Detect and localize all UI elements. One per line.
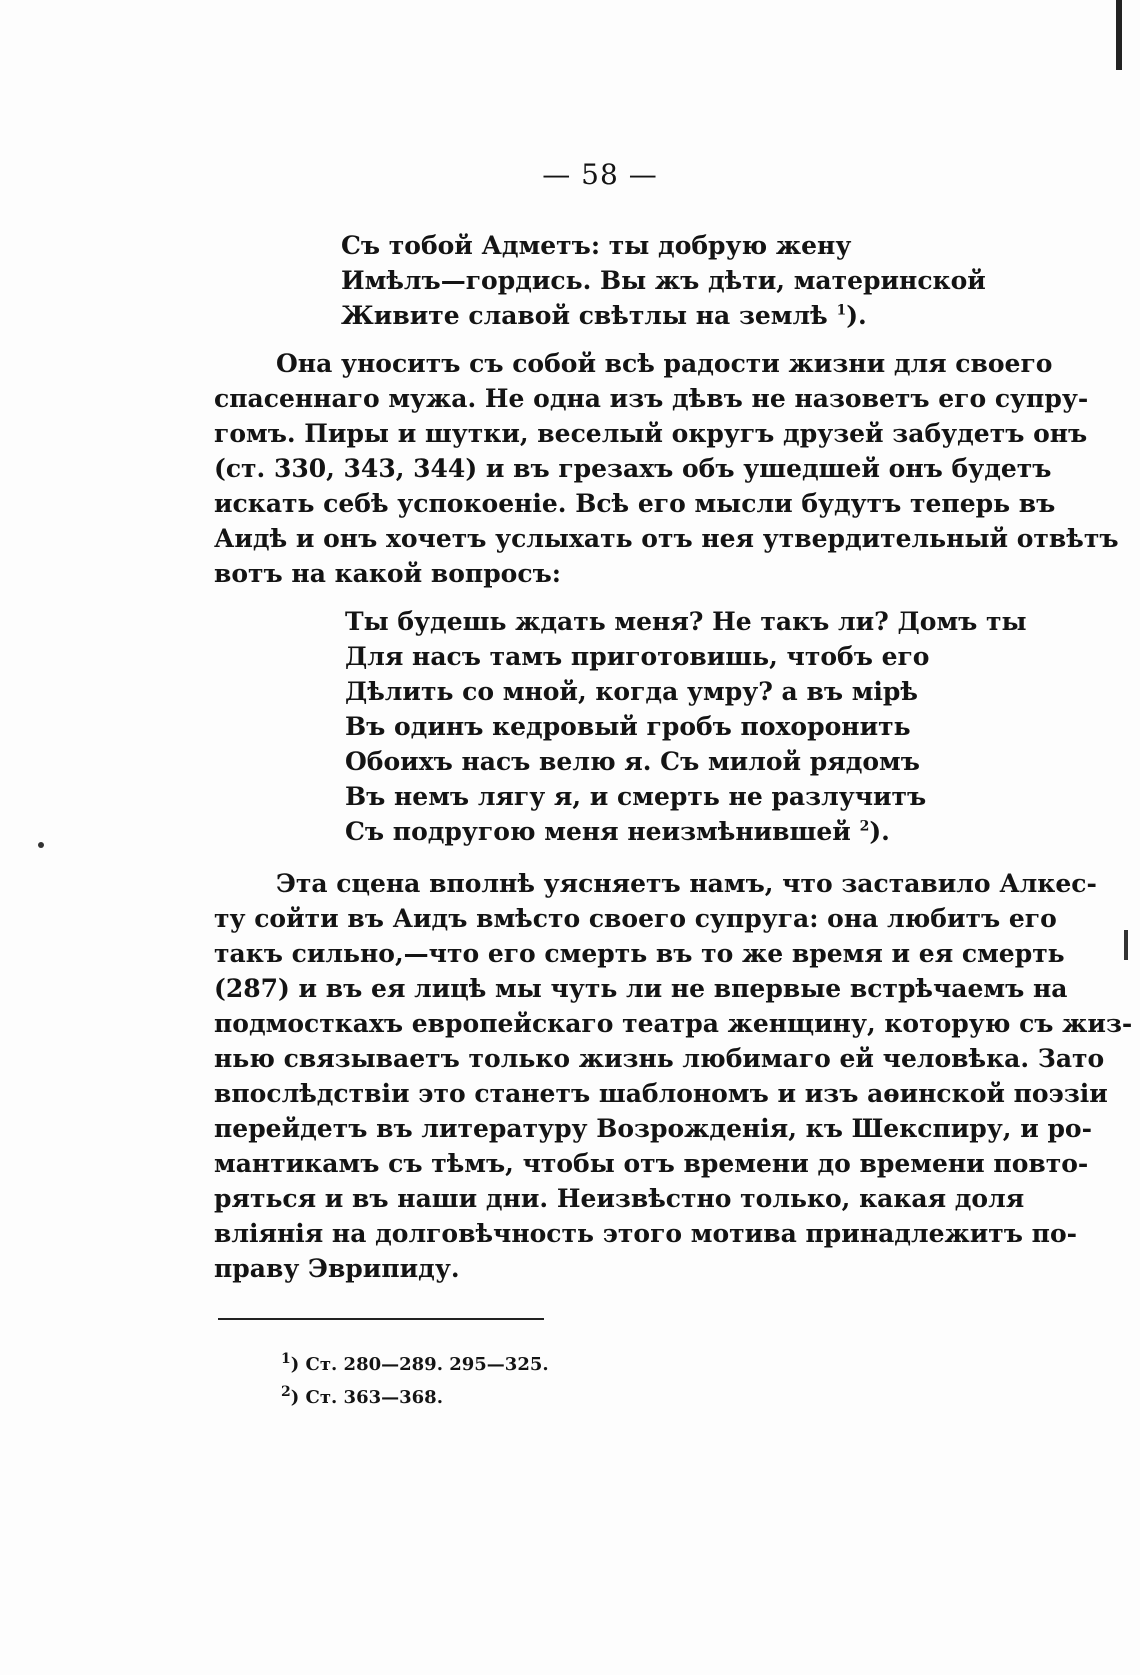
verse-line: Имѣлъ—гордись. Вы жъ дѣти, материнской [341,266,986,295]
footnote-text: ) Ст. 363—368. [290,1387,443,1408]
footnote-2 [281,1381,549,1414]
verse-quote-1 [341,228,986,333]
paragraph-line: Она уноситъ съ собой всѣ радости жизни для своего [276,349,1053,378]
verse-line [341,298,986,333]
paragraph-line: (287) и въ ея лицѣ мы чуть ли не впервые встрѣчаемъ на [214,974,1068,1003]
paragraph-line: гомъ. Пиры и шутки, веселый округъ друзей забудетъ онъ [214,419,1088,448]
verse-close: ). [869,817,890,846]
footnote-1 [281,1348,549,1381]
verse-line: Въ немъ лягу я, и смерть не разлучитъ [345,782,927,811]
verse-line: Въ одинъ кедровый гробъ похоронить [345,712,911,741]
verse-line: Ты будешь ждать меня? Не такъ ли? Домъ ты [345,607,1027,636]
footnote-ref-2: 2 [859,818,870,835]
paragraph-line: подмосткахъ европейскаго театра женщину, которую съ жиз- [214,1009,1133,1038]
verse-line: Обоихъ насъ велю я. Съ милой рядомъ [345,747,920,776]
footnote-divider [218,1318,544,1320]
scan-edge-mark [1116,0,1122,70]
paragraph-line: вотъ на какой вопросъ: [214,559,561,588]
paragraph-line: (ст. 330, 343, 344) и въ грезахъ объ ушедшей онъ будетъ [214,454,1052,483]
paragraph-line: впослѣдствіи это станетъ шаблономъ и изъ аѳинской поэзіи [214,1079,1108,1108]
paragraph-2 [214,866,1133,1286]
footnote-mark: 1 [281,1351,291,1367]
verse-quote-2 [345,604,1027,849]
paragraph-line: такъ сильно,—что его смерть въ то же время и ея смерть [214,939,1065,968]
paragraph-line: вліянія на долговѣчность этого мотива принадлежитъ по- [214,1219,1078,1248]
paragraph-1 [214,346,1119,591]
paragraph-line: перейдетъ въ литературу Возрожденія, къ Шекспиру, и ро- [214,1114,1092,1143]
footnote-mark: 2 [281,1384,291,1400]
paragraph-line: нью связываетъ только жизнь любимаго ей человѣка. Зато [214,1044,1105,1073]
page-number: — 58 — [542,158,658,191]
footnotes [281,1348,549,1414]
paragraph-line: искать себѣ успокоеніе. Всѣ его мысли будутъ теперь въ [214,489,1056,518]
verse-line: Для насъ тамъ приготовишь, чтобъ его [345,642,930,671]
scan-edge-mark [1124,930,1128,960]
verse-line-text: Съ подругою меня неизмѣнившей [345,817,851,846]
paragraph-line: ряться и въ наши дни. Неизвѣстно только, какая доля [214,1184,1025,1213]
paragraph-line: Эта сцена вполнѣ уясняетъ намъ, что заставило Алкес- [276,869,1097,898]
verse-line: Съ тобой Адметъ: ты добрую жену [341,231,852,260]
paragraph-line: ту сойти въ Аидъ вмѣсто своего супруга: она любитъ его [214,904,1057,933]
verse-line-text: Живите славой свѣтлы на землѣ [341,301,828,330]
paragraph-line: мантикамъ съ тѣмъ, чтобы отъ времени до времени повто- [214,1149,1089,1178]
scan-speck [38,842,44,848]
verse-line: Дѣлить со мной, когда умру? а въ мірѣ [345,677,918,706]
paragraph-line: праву Эврипиду. [214,1254,460,1283]
footnote-ref-1: 1 [836,302,847,319]
paragraph-line: Аидѣ и онъ хочетъ услыхать отъ нея утвердительный отвѣтъ [214,524,1119,553]
verse-close: ). [846,301,867,330]
verse-line [345,814,1027,849]
paragraph-line: спасеннаго мужа. Не одна изъ дѣвъ не назоветъ его супру- [214,384,1089,413]
footnote-text: ) Ст. 280—289. 295—325. [290,1354,549,1375]
